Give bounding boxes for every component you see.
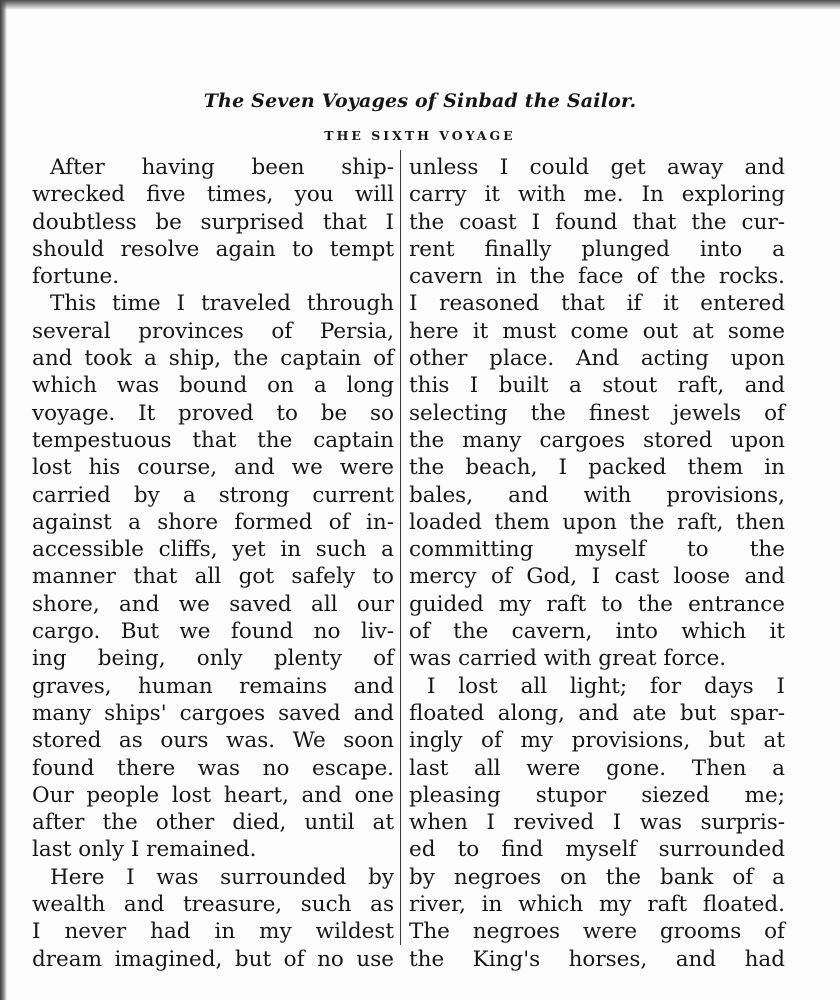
text-line: I lost all light; for days I — [427, 673, 785, 699]
text-line: the coast I found that the cur- — [409, 209, 785, 235]
text-line: after the other died, until at — [32, 810, 394, 836]
text-line: carried by a strong current — [32, 482, 394, 508]
text-line: lost his course, and we were — [32, 455, 394, 481]
column-divider-rule — [400, 150, 401, 945]
text-line: pleasing stupor siezed me; — [409, 782, 785, 808]
text-line: After having been ship- — [50, 155, 394, 180]
text-line: other place. And acting upon — [409, 346, 785, 372]
text-line: carry it with me. In exploring — [409, 182, 785, 208]
text-line: Here I was surrounded by — [50, 864, 394, 890]
text-line: the King's horses, and had — [409, 946, 785, 972]
text-line: accessible cliffs, yet in such a — [32, 537, 394, 563]
page-top-shadow — [0, 0, 840, 10]
text-line: voyage. It proved to be so — [32, 400, 394, 426]
text-line: should resolve again to tempt — [32, 236, 394, 262]
right-text-column — [409, 154, 785, 973]
text-line: ingly of my provisions, but at — [409, 728, 785, 754]
text-line: This time I traveled through — [50, 291, 394, 317]
text-line: this I built a stout raft, and — [409, 373, 785, 399]
text-line: ed to find myself surrounded — [409, 837, 785, 863]
text-line: was carried with great force. — [409, 646, 727, 672]
text-line: the many cargoes stored upon — [409, 427, 785, 453]
text-line: cargo. But we found no liv- — [32, 619, 394, 645]
text-line: here it must come out at some — [409, 318, 785, 344]
text-line: when I revived I was surpris- — [409, 810, 785, 836]
text-line: the beach, I packed them in — [409, 455, 785, 481]
text-line: many ships' cargoes saved and — [32, 700, 394, 726]
text-line: guided my raft to the entrance — [409, 591, 785, 617]
text-line: cavern in the face of the rocks. — [409, 264, 785, 290]
text-line: which was bound on a long — [32, 373, 394, 399]
text-line: found there was no escape. — [32, 755, 394, 781]
text-line: doubtless be surprised that I — [32, 209, 394, 235]
text-line: unless I could get away and — [409, 155, 785, 180]
text-line: I reasoned that if it entered — [409, 291, 785, 317]
text-line: by negroes on the bank of a — [409, 864, 785, 890]
text-line: last all were gone. Then a — [409, 755, 785, 781]
text-line: shore, and we saved all our — [32, 591, 394, 617]
text-line: loaded them upon the raft, then — [409, 509, 785, 535]
text-line: The negroes were grooms of — [409, 919, 785, 945]
text-line: manner that all got safely to — [32, 564, 394, 590]
text-line: bales, and with provisions, — [409, 482, 785, 508]
text-line: dream imagined, but of no use — [32, 946, 394, 972]
text-line: of the cavern, into which it — [409, 619, 785, 645]
text-line: tempestuous that the captain — [32, 427, 394, 453]
text-line: mercy of God, I cast loose and — [409, 564, 785, 590]
text-line: I never had in my wildest — [32, 919, 394, 945]
text-line: fortune. — [32, 264, 120, 290]
text-line: river, in which my raft floated. — [409, 892, 785, 918]
text-line: committing myself to the — [409, 537, 785, 563]
page-edge-shadow — [0, 0, 7, 1000]
book-title: The Seven Voyages of Sinbad the Sailor. — [203, 90, 637, 112]
text-line: and took a ship, the captain of — [32, 346, 394, 372]
text-line: graves, human remains and — [32, 673, 394, 699]
chapter-title: THE SIXTH VOYAGE — [324, 128, 516, 143]
text-line: rent finally plunged into a — [409, 236, 785, 262]
text-line: Our people lost heart, and one — [32, 782, 394, 808]
text-line: ing being, only plenty of — [32, 646, 394, 672]
left-text-column — [32, 154, 394, 973]
text-line: floated along, and ate but spar- — [409, 700, 785, 726]
text-line: wrecked five times, you will — [32, 182, 394, 208]
text-line: stored as ours was. We soon — [32, 728, 394, 754]
text-line: wealth and treasure, such as — [32, 892, 394, 918]
text-line: selecting the finest jewels of — [409, 400, 785, 426]
text-line: last only I remained. — [32, 837, 257, 863]
text-line: several provinces of Persia, — [32, 318, 394, 344]
text-line: against a shore formed of in- — [32, 509, 394, 535]
